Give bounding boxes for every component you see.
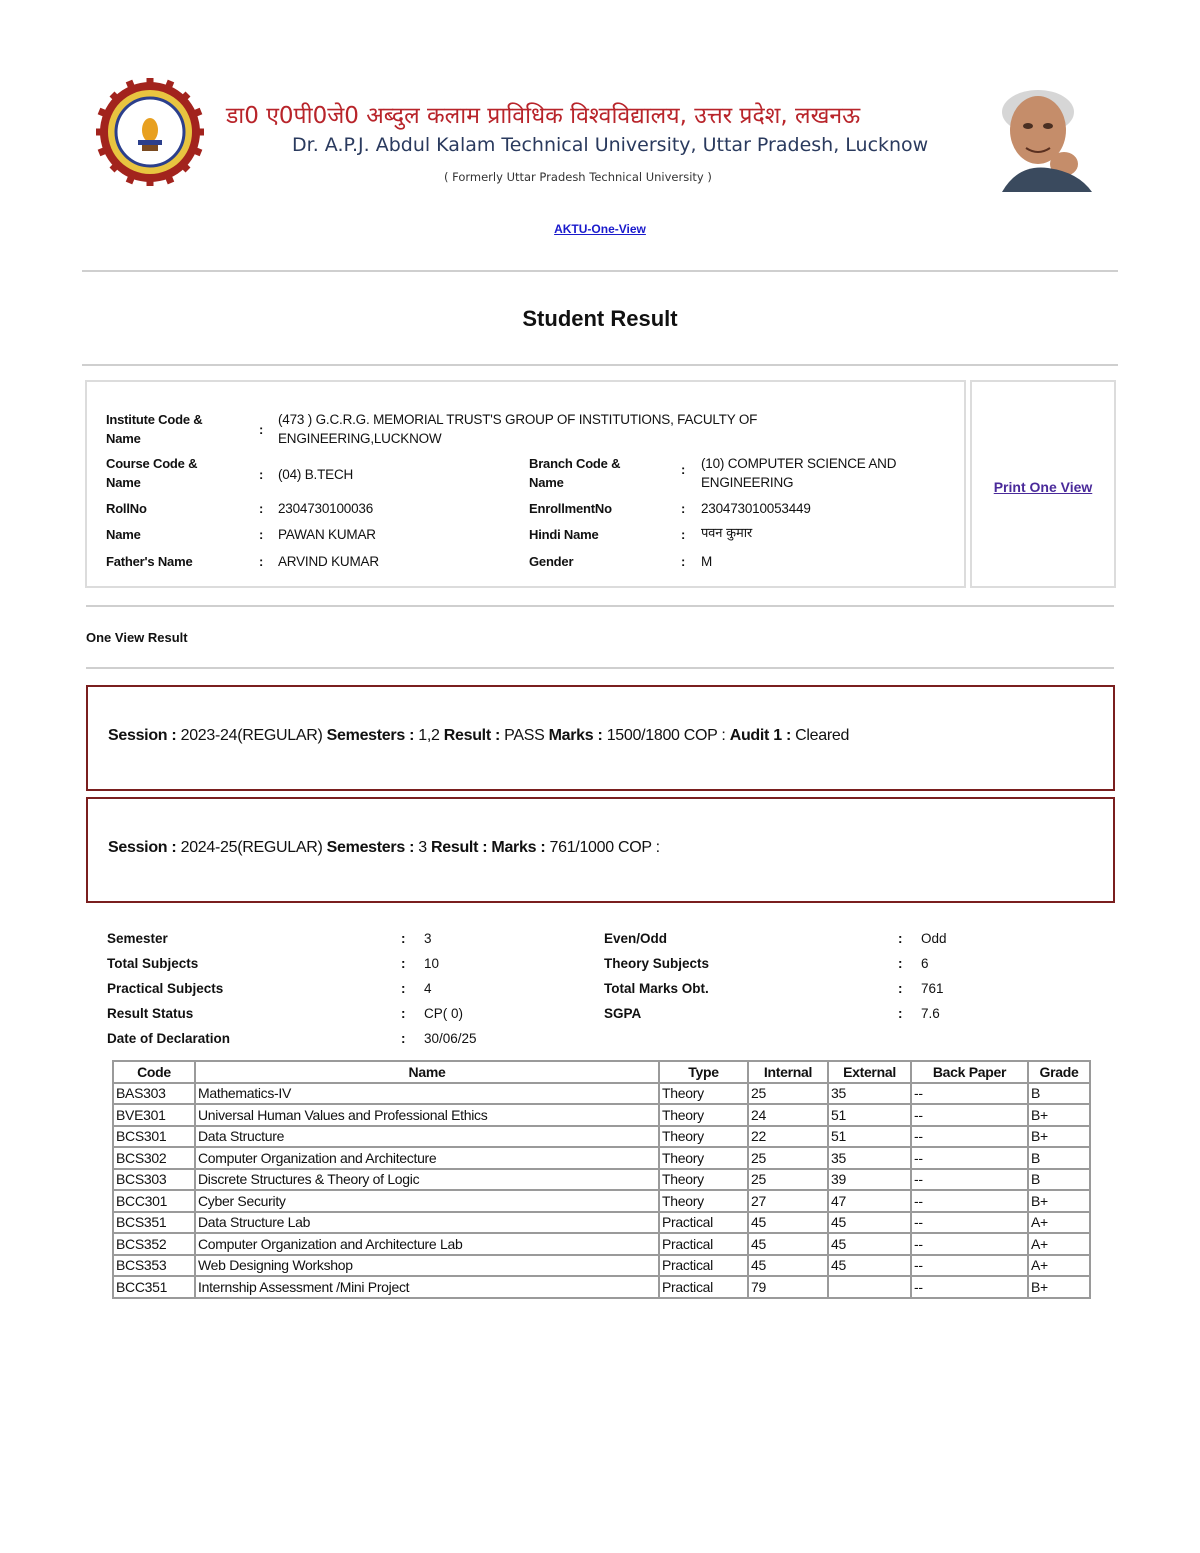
colon: : [401,956,406,971]
sgpa-label: SGPA [604,1006,642,1021]
table-row [113,1233,1090,1255]
table-cell: Discrete Structures & Theory of Logic [195,1169,659,1191]
table-cell: -- [911,1276,1028,1298]
table-cell: 22 [748,1126,828,1148]
semester-value: 3 [424,931,432,946]
table-cell: B [1028,1169,1090,1191]
table-row [113,1126,1090,1148]
name-label: Name [106,527,141,542]
table-cell: Theory [659,1083,748,1105]
even-odd-value: Odd [921,931,947,946]
table-row [113,1083,1090,1105]
table-row [113,1276,1090,1298]
university-logo [96,78,204,186]
theory-subjects-value: 6 [921,956,929,971]
table-cell: Mathematics-IV [195,1083,659,1105]
colon: : [259,554,264,569]
table-cell: B+ [1028,1104,1090,1126]
table-cell: BAS303 [113,1083,195,1105]
print-box [970,380,1116,588]
table-cell: Data Structure [195,1126,659,1148]
enrollment-value: 230473010053449 [701,501,811,516]
table-cell: Cyber Security [195,1190,659,1212]
hindi-name-value: पवन कुमार [701,526,753,541]
table-cell: -- [911,1126,1028,1148]
student-info-box [85,380,966,588]
table-cell: 79 [748,1276,828,1298]
table-cell: Computer Organization and Architecture Lab [195,1233,659,1255]
table-cell: -- [911,1190,1028,1212]
table-cell: Theory [659,1126,748,1148]
table-cell: Web Designing Workshop [195,1255,659,1277]
total-subjects-label: Total Subjects [107,956,199,971]
declaration-value: 30/06/25 [424,1031,477,1046]
table-cell: Theory [659,1104,748,1126]
total-marks-label: Total Marks Obt. [604,981,709,996]
table-cell: 45 [828,1212,911,1234]
name-value: PAWAN KUMAR [278,527,376,542]
colon: : [898,981,903,996]
table-cell: BCC351 [113,1276,195,1298]
table-cell: 39 [828,1169,911,1191]
result-status-value: CP( 0) [424,1006,464,1021]
table-cell: A+ [1028,1255,1090,1277]
table-cell: Theory [659,1169,748,1191]
table-row [113,1190,1090,1212]
colon: : [401,1031,406,1046]
table-cell: 35 [828,1147,911,1169]
colon: : [681,554,686,569]
table-row [113,1147,1090,1169]
colon: : [259,527,264,542]
colon: : [681,527,686,542]
table-cell: B+ [1028,1190,1090,1212]
table-cell: -- [911,1212,1028,1234]
result-status-label: Result Status [107,1006,194,1021]
table-cell: Theory [659,1147,748,1169]
even-odd-label: Even/Odd [604,931,668,946]
table-cell: 25 [748,1083,828,1105]
colon: : [259,422,264,437]
roll-value: 2304730100036 [278,501,374,516]
table-cell: BCC301 [113,1190,195,1212]
session-summary: Session : 2024-25(REGULAR) Semesters : 3 Result : Marks : 761/1000 COP : [108,839,660,856]
one-view-result-heading: One View Result [86,630,188,645]
table-cell: BCS353 [113,1255,195,1277]
table-cell: BVE301 [113,1104,195,1126]
table-cell: BCS351 [113,1212,195,1234]
print-one-view-link[interactable]: Print One View [993,479,1093,495]
hindi-name-label: Hindi Name [529,527,599,542]
course-label: Course Code & Name [106,456,198,490]
divider [86,667,1114,669]
table-cell: Practical [659,1276,748,1298]
table-cell: BCS302 [113,1147,195,1169]
sgpa-value: 7.6 [921,1006,940,1021]
colon: : [681,501,686,516]
table-cell: A+ [1028,1233,1090,1255]
column-header: Type [659,1061,748,1083]
table-cell: 51 [828,1126,911,1148]
table-row [113,1169,1090,1191]
institute-value: (473 ) G.C.R.G. MEMORIAL TRUST'S GROUP OF INSTITUTIONS, FACULTY OF ENGINEERING,LUCKNOW [278,412,758,446]
table-row [113,1212,1090,1234]
column-header: Code [113,1061,195,1083]
colon: : [681,462,686,477]
table-cell: Universal Human Values and Professional Ethics [195,1104,659,1126]
table-cell [828,1276,911,1298]
colon: : [898,1006,903,1021]
university-hindi-title: डा0 ए0पी0जे0 अब्दुल कलाम प्राविधिक विश्वविद्यालय, उत्तर प्रदेश, लखनऊ [226,103,861,129]
table-cell: -- [911,1147,1028,1169]
table-cell: 24 [748,1104,828,1126]
table-cell: 45 [748,1212,828,1234]
aktu-one-view-link[interactable]: AKTU-One-View [554,222,646,236]
enrollment-label: EnrollmentNo [529,501,612,516]
table-cell: BCS303 [113,1169,195,1191]
table-cell: BCS301 [113,1126,195,1148]
subjects-table [112,1060,1091,1299]
colon: : [259,501,264,516]
table-cell: BCS352 [113,1233,195,1255]
colon: : [401,1006,406,1021]
column-header: Internal [748,1061,828,1083]
course-value: (04) B.TECH [278,467,354,482]
table-cell: Computer Organization and Architecture [195,1147,659,1169]
table-cell: B [1028,1083,1090,1105]
divider [82,364,1118,366]
session-summary: Session : 2023-24(REGULAR) Semesters : 1,2 Result : PASS Marks : 1500/1800 COP : Audit 1 : Cleared [108,727,850,744]
colon: : [898,956,903,971]
session-card [86,797,1115,903]
table-row [113,1255,1090,1277]
table-cell: 25 [748,1169,828,1191]
column-header: Back Paper [911,1061,1028,1083]
table-cell: 45 [748,1255,828,1277]
table-cell: Practical [659,1212,748,1234]
total-subjects-value: 10 [424,956,440,971]
father-name-label: Father's Name [106,554,193,569]
table-cell: Internship Assessment /Mini Project [195,1276,659,1298]
theory-subjects-label: Theory Subjects [604,956,710,971]
table-cell: 27 [748,1190,828,1212]
table-cell: B+ [1028,1126,1090,1148]
column-header: Grade [1028,1061,1090,1083]
page-title: Student Result [522,306,678,331]
table-cell: B [1028,1147,1090,1169]
formerly-text: ( Formerly Uttar Pradesh Technical University ) [444,170,712,184]
table-cell: B+ [1028,1276,1090,1298]
table-cell: -- [911,1233,1028,1255]
table-cell: Data Structure Lab [195,1212,659,1234]
colon: : [898,931,903,946]
semester-label: Semester [107,931,168,946]
column-header: External [828,1061,911,1083]
aktu-one-view-link-wrap [0,222,1200,236]
colon: : [401,981,406,996]
father-name-value: ARVIND KUMAR [278,554,379,569]
table-cell: Practical [659,1255,748,1277]
colon: : [401,931,406,946]
total-marks-value: 761 [921,981,944,996]
roll-label: RollNo [106,501,147,516]
gender-value: M [701,554,713,569]
practical-subjects-value: 4 [424,981,432,996]
column-header: Name [195,1061,659,1083]
table-cell: A+ [1028,1212,1090,1234]
branch-label: Branch Code & Name [529,456,621,490]
table-cell: -- [911,1083,1028,1105]
table-cell: 35 [828,1083,911,1105]
portrait-photo [988,80,1100,192]
table-cell: -- [911,1104,1028,1126]
divider [86,605,1114,607]
declaration-label: Date of Declaration [107,1031,231,1046]
divider [82,270,1118,272]
session-card [86,685,1115,791]
table-cell: 51 [828,1104,911,1126]
table-cell: 45 [748,1233,828,1255]
practical-subjects-label: Practical Subjects [107,981,224,996]
table-cell: 45 [828,1255,911,1277]
table-cell: -- [911,1169,1028,1191]
table-header-row [113,1061,1090,1083]
university-english-title: Dr. A.P.J. Abdul Kalam Technical University, Uttar Pradesh, Lucknow [292,134,929,156]
table-row [113,1104,1090,1126]
gender-label: Gender [529,554,574,569]
branch-value: (10) COMPUTER SCIENCE AND ENGINEERING [701,456,897,490]
colon: : [259,467,264,482]
table-cell: Practical [659,1233,748,1255]
table-cell: -- [911,1255,1028,1277]
table-cell: Theory [659,1190,748,1212]
table-cell: 45 [828,1233,911,1255]
table-cell: 25 [748,1147,828,1169]
institute-label: Institute Code & Name [106,412,203,446]
table-cell: 47 [828,1190,911,1212]
